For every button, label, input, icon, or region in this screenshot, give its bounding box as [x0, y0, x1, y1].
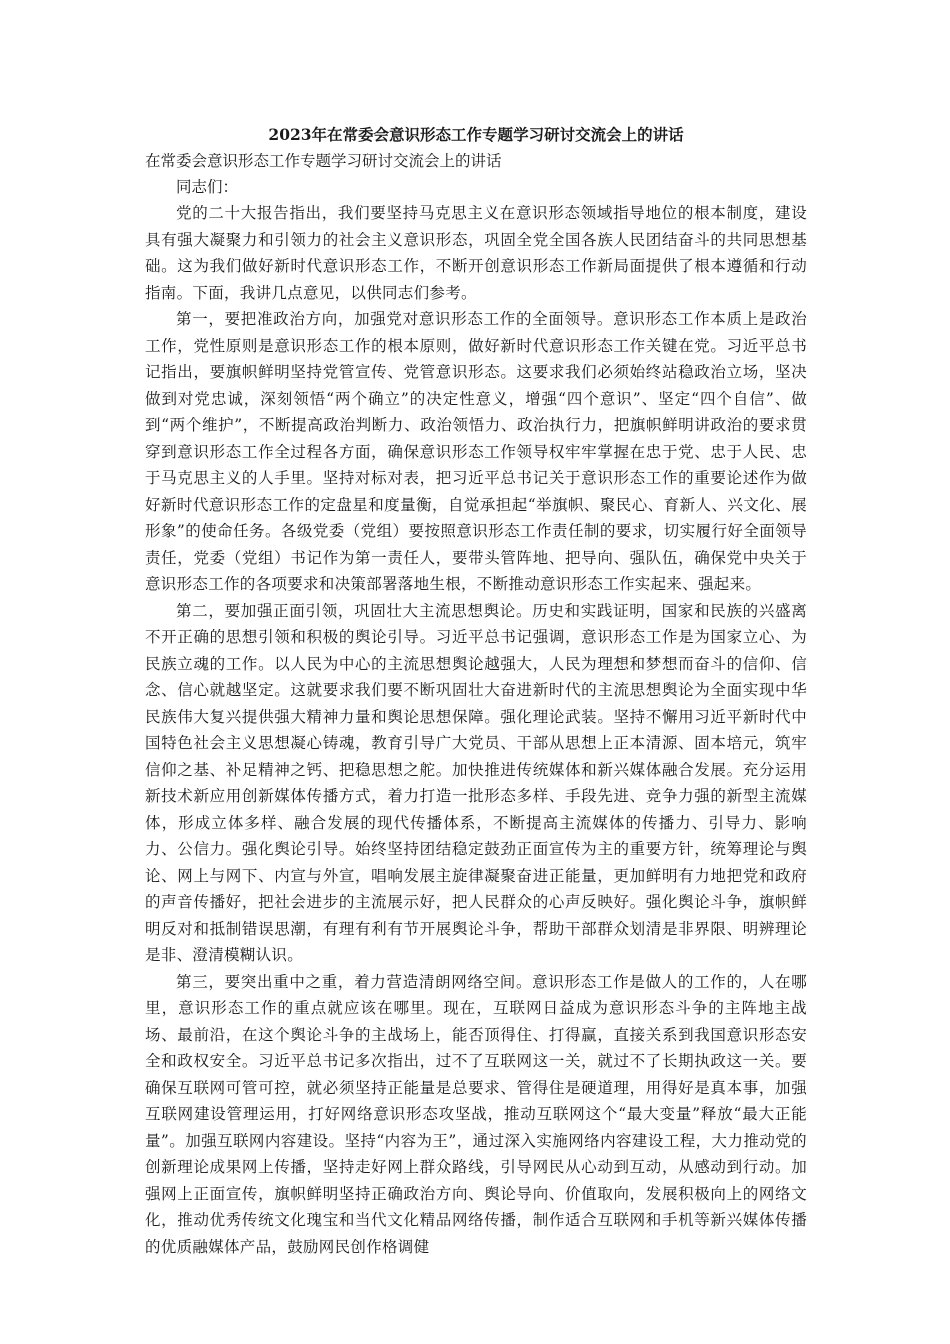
paragraph-second-point: 第二，要加强正面引领，巩固壮大主流思想舆论。历史和实践证明，国家和民族的兴盛离不开正确的思想引领和积极的舆论引导。习近平总书记强调，意识形态工作是为国家立心、为民族立魂的工作。以人民为中心的主流思想舆论越强大，人民为理想和梦想而奋斗的信仰、信念、信心就越坚定。这就要求我们要不断巩固壮大奋进新时代的主流思想舆论为全面实现中华民族伟大复兴提供强大精神力量和舆论思想保障。强化理论武装。坚持不懈用习近平新时代中国特色社会主义思想凝心铸魂，教育引导广大党员、干部从思想上正本清源、固本培元，筑牢信仰之基、补足精神之钙、把稳思想之舵。加快推进传统媒体和新兴媒体融合发展。充分运用新技术新应用创新媒体传播方式，着力打造一批形态多样、手段先进、竞争力强的新型主流媒体，形成立体多样、融合发展的现代传播体系，不断提高主流媒体的传播力、引导力、影响力、公信力。强化舆论引导。始终坚持团结稳定鼓劲正面宣传为主的重要方针，统筹理论与舆论、网上与网下、内宣与外宣，唱响发展主旋律凝聚奋进正能量，更加鲜明有力地把党和政府的声音传播好，把社会进步的主流展示好，把人民群众的心声反映好。强化舆论斗争，旗帜鲜明反对和抵制错误思潮，有理有利有节开展舆论斗争，帮助干部群众划清是非界限、明辨理论是非、澄清模糊认识。 — [145, 601, 807, 964]
paragraph-third-point: 第三，要突出重中之重，着力营造清朗网络空间。意识形态工作是做人的工作的，人在哪里，意识形态工作的重点就应该在哪里。现在，互联网日益成为意识形态斗争的主阵地主战场、最前沿，在这个舆论斗争的主战场上，能否顶得住、打得赢，直接关系到我国意识形态安全和政权安全。习近平总书记多次指出，过不了互联网这一关，就过不了长期执政这一关。要确保互联网可管可控，就必须坚持正能量是总要求、管得住是硬道理，用得好是真本事，加强互联网建设管理运用，打好网络意识形态攻坚战，推动互联网这个“最大变量”释放“最大正能量”。加强互联网内容建设。坚持“内容为王”，通过深入实施网络内容建设工程，大力推动党的创新理论成果网上传播，坚持走好网上群众路线，引导网民从心动到互动，从感动到行动。加强网上正面宣传，旗帜鲜明坚持正确政治方向、舆论导向、价值取向，发展积极向上的网络文化，推动优秀传统文化瑰宝和当代文化精品网络传播，制作适合互联网和手机等新兴媒体传播的优质融媒体产品，鼓励网民创作格调健 — [145, 972, 807, 1256]
document-subtitle: 在常委会意识形态工作专题学习研讨交流会上的讲话 — [145, 152, 502, 170]
document-body — [145, 200, 807, 1260]
greeting: 同志们： — [176, 178, 239, 196]
paragraph-first-point: 第一，要把准政治方向，加强党对意识形态工作的全面领导。意识形态工作本质上是政治工作，党性原则是意识形态工作的根本原则，做好新时代意识形态工作关键在党。习近平总书记指出，要旗帜鲜明坚持党管宣传、党管意识形态。这要求我们必须始终站稳政治立场，坚决做到对党忠诚，深刻领悟“两个确立”的决定性意义，增强“四个意识”、坚定“四个自信”、做到“两个维护”，不断提高政治判断力、政治领悟力、政治执行力，把旗帜鲜明讲政治的要求贯穿到意识形态工作全过程各方面，确保意识形态工作领导权牢牢掌握在忠于党、忠于人民、忠于马克思主义的人手里。坚持对标对表，把习近平总书记关于意识形态工作的重要论述作为做好新时代意识形态工作的定盘星和度量衡，自觉承担起“举旗帜、聚民心、育新人、兴文化、展形象”的使命任务。各级党委（党组）要按照意识形态工作责任制的要求，切实履行好全面领导责任，党委（党组）书记作为第一责任人，要带头管阵地、把导向、强队伍，确保党中央关于意识形态工作的各项要求和决策部署落地生根，不断推动意识形态工作实起来、强起来。 — [145, 310, 807, 593]
document-title: 2023年在常委会意识形态工作专题学习研讨交流会上的讲话 — [268, 125, 684, 144]
paragraph-intro: 党的二十大报告指出，我们要坚持马克思主义在意识形态领域指导地位的根本制度，建设具有强大凝聚力和引领力的社会主义意识形态，巩固全党全国各族人民团结奋斗的共同思想基础。这为我们做好新时代意识形态工作，不断开创意识形态工作新局面提供了根本遵循和行动指南。下面，我讲几点意见，以供同志们参考。 — [145, 204, 807, 302]
document-page — [145, 122, 807, 1260]
